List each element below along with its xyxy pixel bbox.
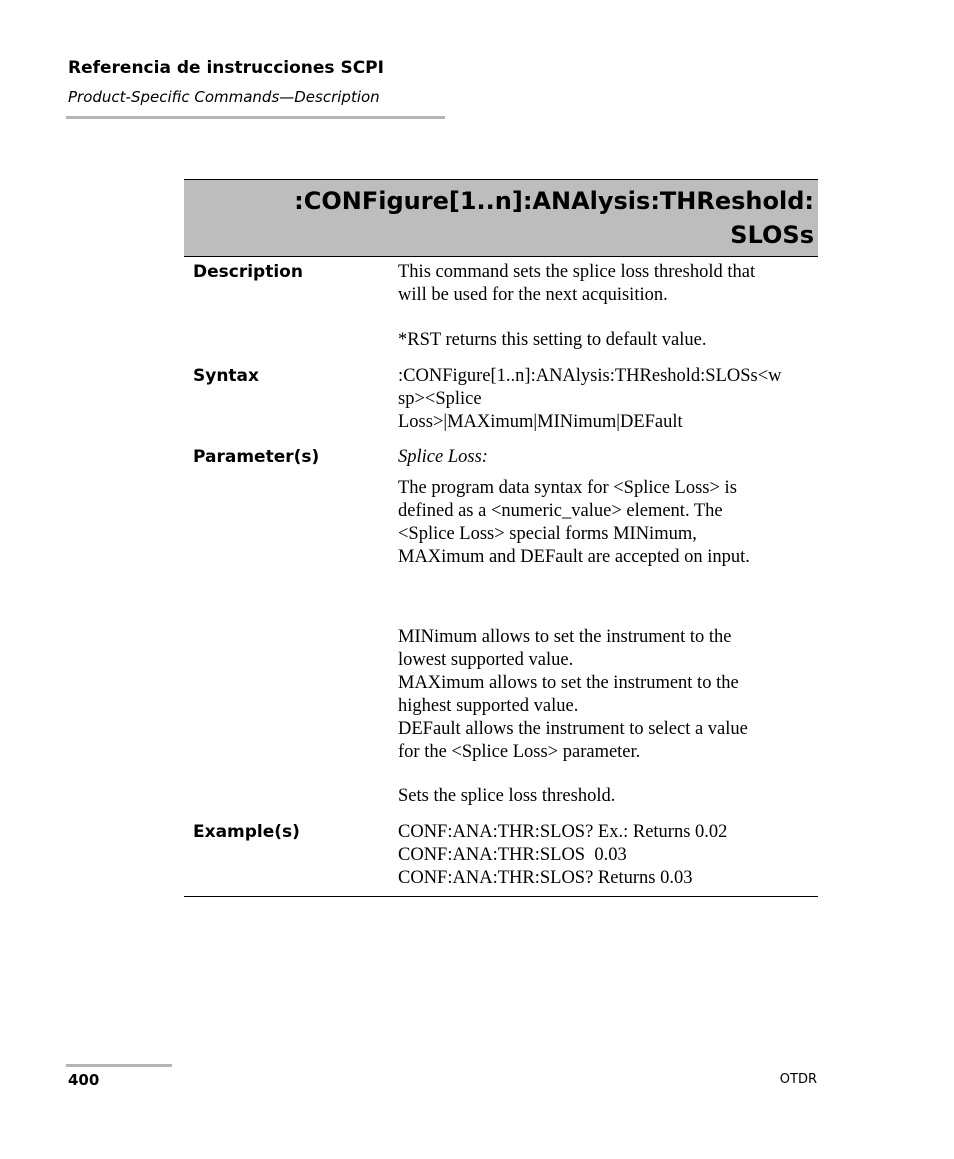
syntax-line-3: Loss>|MAXimum|MINimum|DEFault xyxy=(398,412,683,432)
footer-divider xyxy=(66,1064,172,1067)
param-forms-line-4: highest supported value. xyxy=(398,696,579,716)
example-line-2: CONF:ANA:THR:SLOS 0.03 xyxy=(398,845,627,865)
product-name: OTDR xyxy=(779,1072,817,1087)
syntax-line-2: sp><Splice xyxy=(398,389,482,409)
command-title-box xyxy=(184,179,818,257)
example-line-1: CONF:ANA:THR:SLOS? Ex.: Returns 0.02 xyxy=(398,822,728,842)
parameter-name: Splice Loss: xyxy=(398,447,488,467)
syntax-text xyxy=(398,365,818,434)
parameter-syntax-paragraph xyxy=(398,477,818,569)
header-divider xyxy=(66,116,445,119)
param-line-4: MAXimum and DEFault are accepted on input. xyxy=(398,547,750,567)
param-forms-line-6: for the <Splice Loss> parameter. xyxy=(398,742,641,762)
command-title-line-1: :CONFigure[1..n]:ANAlysis:THReshold: xyxy=(294,187,814,215)
table-bottom-rule xyxy=(184,896,818,897)
description-rst-note xyxy=(398,329,818,352)
example-line-3: CONF:ANA:THR:SLOS? Returns 0.03 xyxy=(398,868,693,888)
param-line-3: <Splice Loss> special forms MINimum, xyxy=(398,524,697,544)
param-line-1: The program data syntax for <Splice Loss> is xyxy=(398,478,737,498)
syntax-label: Syntax xyxy=(193,366,259,386)
param-forms-line-3: MAXimum allows to set the instrument to the xyxy=(398,673,739,693)
param-forms-line-5: DEFault allows the instrument to select a value xyxy=(398,719,748,739)
param-line-2: defined as a <numeric_value> element. The xyxy=(398,501,723,521)
description-label: Description xyxy=(193,262,303,282)
examples-label: Example(s) xyxy=(193,822,300,842)
parameters-label: Parameter(s) xyxy=(193,447,320,467)
param-forms-line-2: lowest supported value. xyxy=(398,650,574,670)
syntax-line-1: :CONFigure[1..n]:ANAlysis:THReshold:SLOSs<w xyxy=(398,366,782,386)
parameter-forms-paragraph xyxy=(398,626,818,764)
command-title xyxy=(294,184,814,252)
examples-text xyxy=(398,821,818,890)
description-line-2: will be used for the next acquisition. xyxy=(398,285,668,305)
description-line-1: This command sets the splice loss threshold that xyxy=(398,262,756,282)
parameter-summary: Sets the splice loss threshold. xyxy=(398,786,616,806)
page-number: 400 xyxy=(68,1071,100,1089)
header-title: Referencia de instrucciones SCPI xyxy=(68,58,384,78)
description-text xyxy=(398,261,818,307)
description-line-3: *RST returns this setting to default value. xyxy=(398,330,707,350)
header-subtitle: Product-Specific Commands—Description xyxy=(68,88,380,106)
param-forms-line-1: MINimum allows to set the instrument to the xyxy=(398,627,732,647)
command-title-line-2: SLOSs xyxy=(730,221,814,249)
